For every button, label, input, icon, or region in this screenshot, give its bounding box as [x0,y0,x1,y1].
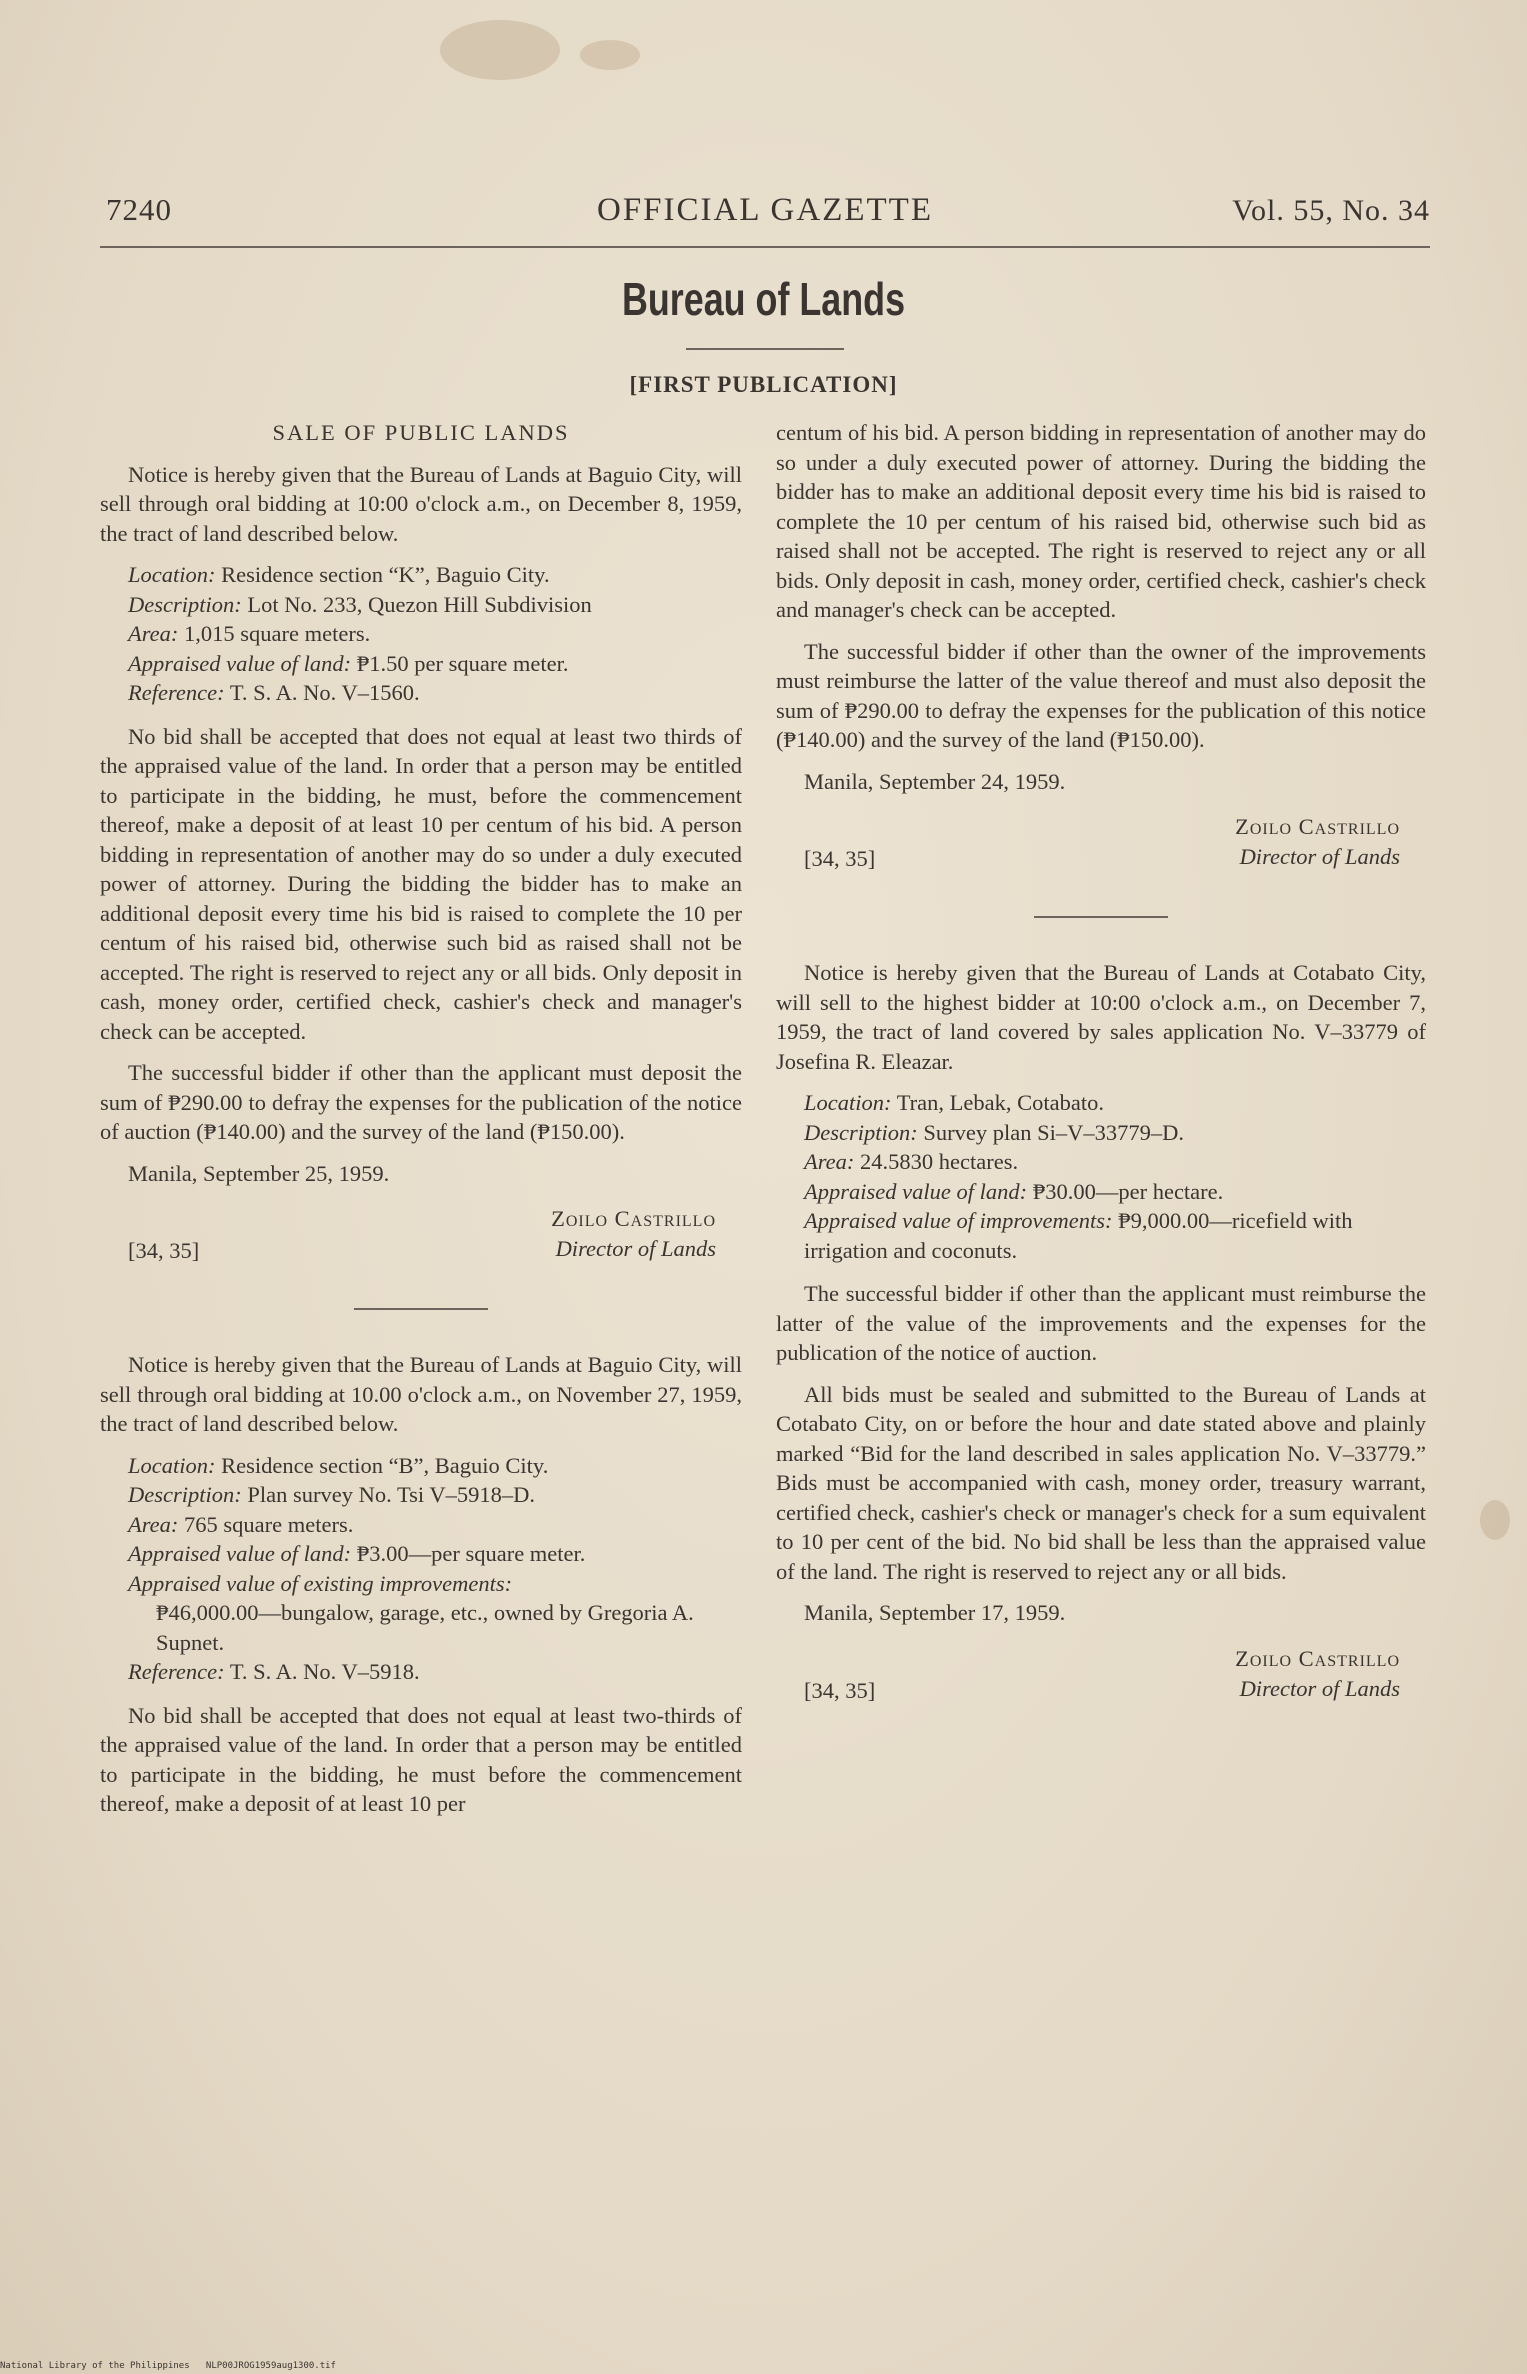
notice3-description: Description: Survey plan Si–V–33779–D. [804,1119,1184,1145]
notice1-location: Location: Residence section “K”, Baguio City. [128,562,550,587]
section-title: Bureau of Lands [621,273,906,325]
notice3-dateline: Manila, September 17, 1959. [804,1600,1066,1625]
notice1-deposit: The successful bidder if other than the applicant must deposit the sum of ₱290.00 to defray the expenses for the publication of the notice of auction (₱140.00) and the survey of the land (₱150.00). [100,1060,742,1144]
scan-filename: NLP00JROG1959aug1300.tif [205,2361,336,2371]
publication-label: [FIRST PUBLICATION] [629,372,898,397]
header-rule [100,246,1430,248]
notice3-appraised: Appraised value of land: ₱30.00—per hectare. [804,1178,1224,1204]
notice1-description: Description: Lot No. 233, Quezon Hill Subdivision [128,591,592,617]
notice3-signature [776,1644,1426,1710]
right-column [776,418,1426,1720]
signatory-office: Director of Lands [555,1236,716,1261]
notice3-improvements: Appraised value of improvements: ₱9,000.00—ricefield with irrigation and coconuts. [804,1208,1353,1263]
paper-stain [1480,1500,1510,1540]
notice2-improvements: ₱46,000.00—bungalow, garage, etc., owned by Gregoria A. Supnet. [156,1600,694,1655]
notice3-location: Location: Tran, Lebak, Cotabato. [804,1090,1104,1115]
notice1-dateline: Manila, September 25, 1959. [128,1160,390,1186]
notice2-signature [776,812,1426,878]
page-number: 7240 [106,192,172,227]
volume-issue: Vol. 55, No. 34 [1232,194,1430,227]
notice2-dateline: Manila, September 24, 1959. [804,768,1066,794]
signatory-office: Director of Lands [1239,844,1400,869]
notice1-intro: Notice is hereby given that the Bureau of Lands at Baguio City, will sell through oral bidding at 10:00 o'clock a.m., on December 8, 1959, the tract of land described below. [100,461,742,546]
paper-stain [440,20,560,80]
notice2-area: Area: 765 square meters. [128,1511,354,1537]
signatory-name: Zoilo Castrillo [1235,1645,1400,1671]
publication-name: OFFICIAL GAZETTE [597,192,933,228]
left-column [100,418,742,1831]
notice2-deposit: The successful bidder if other than the owner of the improvements must reimburse the latter of the value thereof and must also deposit the sum of ₱290.00 to defray the expenses for the publication of this notice (₱140.00) and the survey of the land (₱150.00). [776,638,1426,752]
notice1-appraised: Appraised value of land: ₱1.50 per square meter. [128,650,569,676]
notice1-signature [100,1204,742,1270]
notice-divider [1034,916,1168,918]
page-header [100,186,1430,236]
notice2-appraised: Appraised value of land: ₱3.00—per square meter. [128,1541,586,1566]
notice2-terms-cont: centum of his bid. A person bidding in representation of another may do so under a duly executed power of attorney. During the bidding the bidder has to make an additional deposit every time his bid is raised to complete the 10 per centum of his raised bid, otherwise such bid as raised shall not be accepted. The right is reserved to reject any or all bids. Only deposit in cash, money order, certified check, cashier's check and manager's check can be accepted. [776,420,1426,622]
issue-reference: [34, 35] [804,1677,876,1703]
notice2-improvements-label: Appraised value of existing improvements: [128,1570,513,1596]
notice1-terms: No bid shall be accepted that does not equal at least two thirds of the appraised value of the land. In order that a person may be entitled to participate in the bidding, he must, before the commencement thereof, make a deposit of at least 10 per centum of his bid. A person bidding in representation of another may do so under a duly executed power of attorney. During the bidding the bidder has to make an additional deposit every time his bid is raised to complete the 10 per centum of his raised bid, otherwise such bid as raised shall not be accepted. The right is reserved to reject any or all bids. Only deposit in cash, money order, certified check, cashier's check and manager's check can be accepted. [100,723,742,1044]
notice-heading: SALE OF PUBLIC LANDS [272,420,570,445]
signatory-name: Zoilo Castrillo [551,1206,716,1231]
notice-divider [354,1308,488,1310]
notice2-reference: Reference: T. S. A. No. V–5918. [128,1659,420,1684]
signatory-name: Zoilo Castrillo [1235,814,1400,839]
notice2-description: Description: Plan survey No. Tsi V–5918–D. [128,1482,535,1507]
notice3-area: Area: 24.5830 hectares. [804,1149,1019,1174]
notice1-area: Area: 1,015 square meters. [128,621,371,646]
library-credit: National Library of the Philippines [0,2361,190,2371]
signatory-office: Director of Lands [1239,1675,1400,1701]
title-rule [686,348,844,350]
notice2-intro: Notice is hereby given that the Bureau of Lands at Baguio City, will sell through oral bidding at 10.00 o'clock a.m., on November 27, 1959, the tract of land described below. [100,1352,742,1436]
notice1-reference: Reference: T. S. A. No. V–1560. [128,680,420,705]
issue-reference: [34, 35] [804,846,876,871]
notice2-location: Location: Residence section “B”, Baguio City. [128,1452,549,1478]
notice3-bid-terms: All bids must be sealed and submitted to the Bureau of Lands at Cotabato City, on or before the hour and date stated above and plainly marked “Bid for the land described in sales application No. V–33779.” Bids must be accompanied with cash, money order, treasury warrant, certified check, cashier's check or manager's check for a sum equivalent to 10 per cent of the bid. No bid shall be less than the appraised value of the land. The right is reserved to reject any or all bids. [776,1381,1426,1584]
issue-reference: [34, 35] [128,1238,200,1263]
notice3-reimbursement: The successful bidder if other than the applicant must reimburse the latter of the value of the improvements and the expenses for the publication of the notice of auction. [776,1281,1426,1365]
notice3-intro: Notice is hereby given that the Bureau of Lands at Cotabato City, will sell to the highest bidder at 10:00 o'clock a.m., on December 7, 1959, the tract of land covered by sales application No. V–33779 of Josefina R. Eleazar. [776,960,1426,1074]
paper-stain [580,40,640,70]
notice2-terms-start: No bid shall be accepted that does not equal at least two-thirds of the appraised value of the land. In order that a person may be entitled to participate in the bidding, he must before the commencement thereof, make a deposit of at least 10 per [100,1702,742,1816]
scan-footer [0,2361,336,2371]
